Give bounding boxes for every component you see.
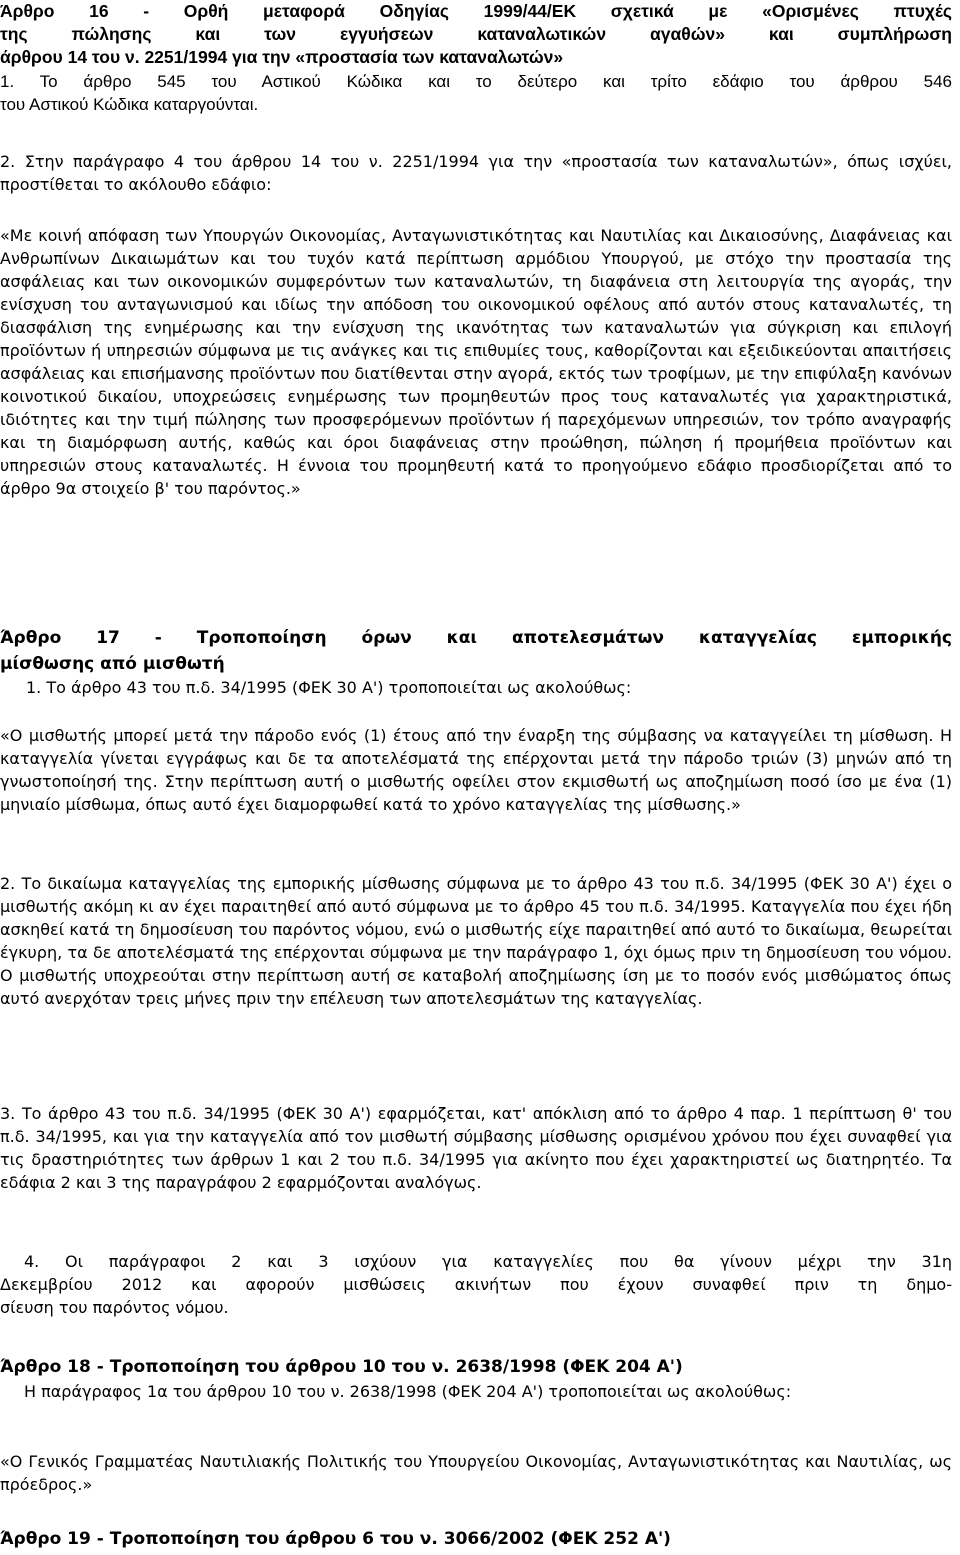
article-16-heading [0, 0, 952, 69]
paragraph-line: σίευση του παρόντος νόμου. [0, 1298, 229, 1317]
paragraph-line: του Αστικού Κώδικα καταργούνται. [0, 95, 259, 114]
article-17-paragraph-2: 2. Το δικαίωμα καταγγελίας της εμπορικής μίσθωσης σύμφωνα με το άρθρο 43 του π.δ. 34/1995 (ΦΕΚ 30 Α') έχει ο μισθωτής ακόμη κι αν έχει παραιτηθεί από αυτό σύμφωνα με το άρθρο 45 του π.δ. 34/1995. Καταγγελία που έχει ήδη ασκηθεί κατά τη δημοσίευση του παρόντος νόμου, ενώ ο μισθωτής είχε παραιτηθεί από αυτό το δικαίωμα, θεωρείται έγκυρη, τα δε αποτελέσματά της επέρχονται σύμφωνα με την παράγραφο 1, όχι όμως πριν τη δημοσίευση του νόμου. Ο μισθωτής υποχρεούται στην περίπτωση αυτή σε καταβολή αποζημίωσης ίση με το ποσόν ενός μισθώματος όπως αυτό ανερχόταν τρεις μήνες πριν την επέλευση των αποτελεσμάτων της καταγγελίας. [0, 874, 952, 1008]
heading-line: μίσθωσης από μισθωτή [0, 654, 225, 674]
article-19-heading: Άρθρο 19 - Τροποποίηση του άρθρου 6 του ν. 3066/2002 (ΦΕΚ 252 Α') [0, 1529, 671, 1549]
article-17-quoted-clause: «Ο μισθωτής μπορεί μετά την πάροδο ενός (1) έτους από την έναρξη της σύμβασης να καταγγείλει τη μίσθωση. Η καταγγελία γίνεται εγγράφως και δε τα αποτελέσματά της επέρχονται μετά την πάροδο τριών (3) μηνών από τη γνωστοποίησή της. Στην περίπτωση αυτή ο μισθωτής οφείλει στον εκμισθωτή ως αποζημίωση ποσό ίσο με ένα (1) μηνιαίο μίσθωμα, όπως αυτό έχει διαμορφωθεί κατά το χρόνο καταγγελίας της μίσθωσης.» [0, 726, 952, 814]
heading-line: άρθρου 14 του ν. 2251/1994 για την «προστασία των καταναλωτών» [0, 47, 564, 67]
article-18-paragraph: Η παράγραφος 1α του άρθρου 10 του ν. 2638/1998 (ΦΕΚ 204 Α') τροποποιείται ως ακολούθως: [24, 1382, 792, 1401]
heading-line: Άρθρο 16 - Ορθή μεταφορά Οδηγίας 1999/44/ΕΚ σχετικά με «Ορισμένες πτυχές [0, 1, 952, 21]
article-16-quoted-clause: «Με κοινή απόφαση των Υπουργών Οικονομίας, Ανταγωνιστικότητας και Ναυτιλίας και Δικαιοσύνης, Διαφάνειας και Ανθρωπίνων Δικαιωμάτων και του τυχόν κατά περίπτωση αρμόδιου Υπουργού, με στόχο την προστασία της ασφάλειας και των οικονομικών συμφερόντων των καταναλωτών, τη διαφάνεια στη λειτουργία της αγοράς, την ενίσχυση του ανταγωνισμού και ιδίως την απόδοση του οικονομικού οφέλους από αυτόν στους καταναλωτές, τη διασφάλιση της ενημέρωσης και την ενίσχυση της ικανότητας των καταναλωτών για σύγκριση και επιλογή προϊόντων ή υπηρεσιών σύμφωνα με τις ανάγκες και τις επιθυμίες τους, καθορίζονται και εξειδικεύονται απαιτήσεις ασφάλειας και επισήμανσης προϊόντων που διατίθενται στην αγορά, εκτός των τροφίμων, με την επιφύλαξη κανόνων κοινοτικού δικαίου, υποχρεώσεις ενημέρωσης των προμηθευτών προς τους καταναλωτές για χαρακτηριστικά, ιδιότητες και την τιμή πώλησης των προσφερόμενων προϊόντων ή παρεχόμενων υπηρεσιών, τον τρόπο αναγραφής και τη διαμόρφωση αυτής, καθώς και όροι διαφάνειας στην προώθηση, πώληση ή προμήθεια προϊόντων και υπηρεσιών στους καταναλωτές. Η έννοια του προμηθευτή κατά το προηγούμενο εδάφιο προσδιορίζεται από το άρθρο 9α στοιχείο β' του παρόντος.» [0, 226, 952, 498]
article-17-paragraph-4 [0, 1250, 952, 1319]
article-18-quoted-clause: «Ο Γενικός Γραμματέας Ναυτιλιακής Πολιτικής του Υπουργείου Οικονομίας, Ανταγωνιστικότητας και Ναυτιλίας, ως πρόεδρος.» [0, 1452, 952, 1494]
article-17-paragraph-1: 1. Το άρθρο 43 του π.δ. 34/1995 (ΦΕΚ 30 Α') τροποποιείται ως ακολούθως: [26, 678, 632, 697]
paragraph-line: 4. Οι παράγραφοι 2 και 3 ισχύουν για καταγγελίες που θα γίνουν μέχρι την 31η [24, 1252, 952, 1271]
heading-line: Άρθρο 17 - Τροποποίηση όρων και αποτελεσμάτων καταγγελίας εμπορικής [0, 628, 952, 648]
article-17-paragraph-3: 3. Το άρθρο 43 του π.δ. 34/1995 (ΦΕΚ 30 Α') εφαρμόζεται, κατ' απόκλιση από το άρθρο 4 παρ. 1 περίπτωση θ' του π.δ. 34/1995, και για την καταγγελία από τον μισθωτή σύμβασης μίσθωσης ορισμένου χρόνου που έχει συναφθεί για τις δραστηριότητες των άρθρων 1 και 2 του π.δ. 34/1995 για ακίνητο που έχει χαρακτηριστεί ως διατηρητέο. Τα εδάφια 2 και 3 της παραγράφου 2 εφαρμόζονται αναλόγως. [0, 1104, 952, 1192]
heading-line: της πώλησης και των εγγυήσεων καταναλωτικών αγαθών» και συμπλήρωση [0, 24, 952, 44]
article-18-heading: Άρθρο 18 - Τροποποίηση του άρθρου 10 του ν. 2638/1998 (ΦΕΚ 204 Α') [0, 1357, 683, 1377]
article-16-paragraph-2: 2. Στην παράγραφο 4 του άρθρου 14 του ν. 2251/1994 για την «προστασία των καταναλωτών», όπως ισχύει, προστίθεται το ακόλουθο εδάφιο: [0, 152, 952, 194]
paragraph-line: Δεκεμβρίου 2012 και αφορούν μισθώσεις ακινήτων που έχουν συναφθεί πριν τη δημο- [0, 1275, 952, 1294]
article-16-paragraph-1 [0, 70, 952, 116]
article-17-heading [0, 625, 952, 677]
paragraph-line: 1. Το άρθρο 545 του Αστικού Κώδικα και το δεύτερο και τρίτο εδάφιο του άρθρου 546 [0, 72, 952, 91]
